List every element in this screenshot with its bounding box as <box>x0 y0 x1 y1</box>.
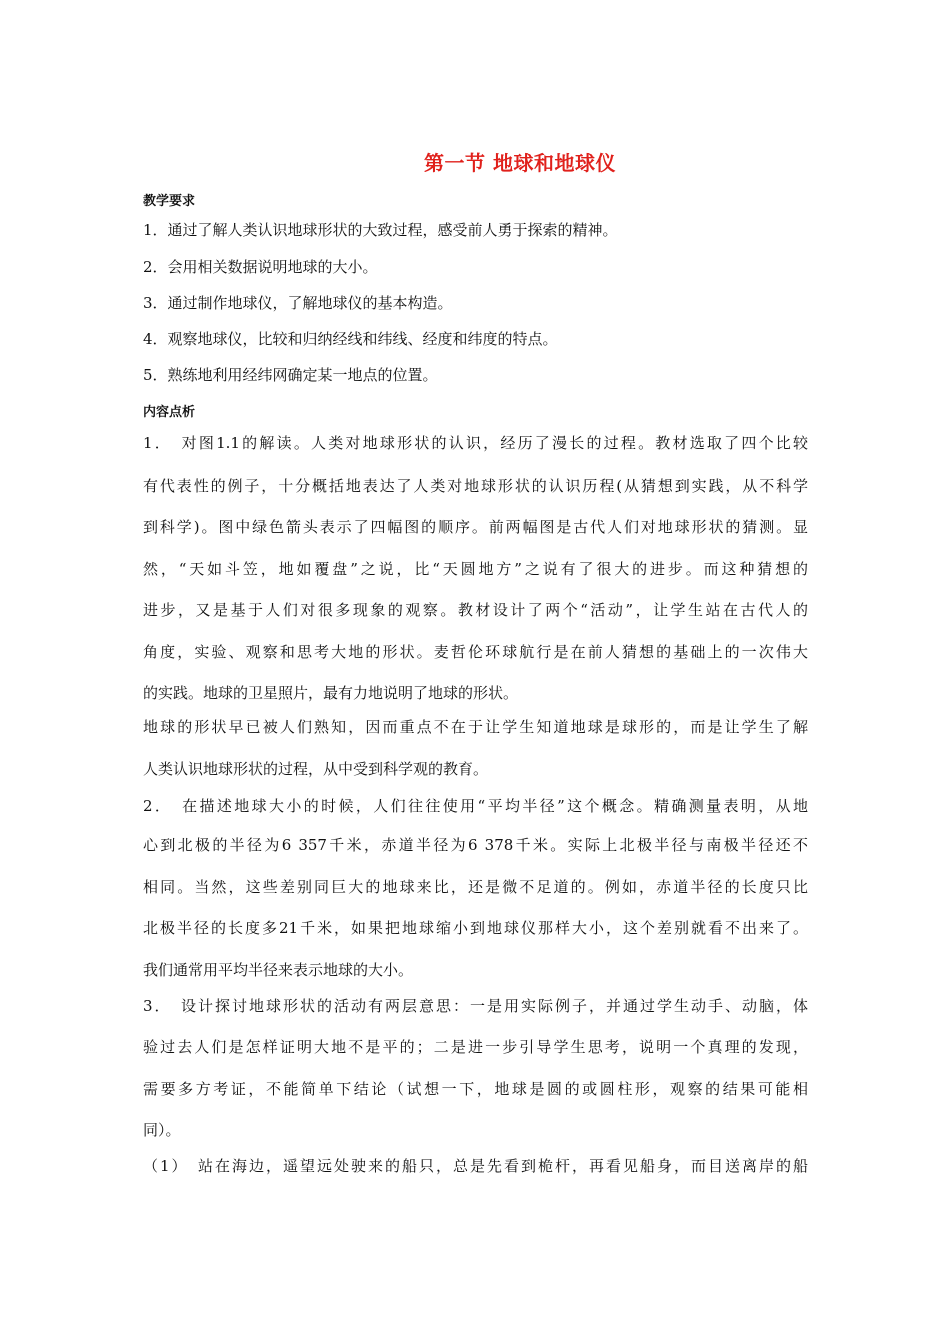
analysis-line: 验过去人们是怎样证明大地不是平的；二是进一步引导学生思考，说明一个真理的发现， <box>143 1038 808 1056</box>
analysis-line: （1） 站在海边，遥望远处驶来的船只，总是先看到桅杆，再看见船身，而目送离岸的船 <box>143 1157 808 1175</box>
requirement-item: 3．通过制作地球仪，了解地球仪的基本构造。 <box>143 294 453 312</box>
section-heading-analysis: 内容点析 <box>143 405 196 420</box>
requirement-item: 2．会用相关数据说明地球的大小。 <box>143 258 378 276</box>
analysis-line: 人类认识地球形状的过程，从中受到科学观的教育。 <box>143 760 489 778</box>
requirement-item: 5．熟练地利用经纬网确定某一地点的位置。 <box>143 366 438 384</box>
analysis-line: 进步，又是基于人们对很多现象的观察。教材设计了两个“活动”，让学生站在古代人的 <box>143 601 808 619</box>
analysis-line: 心到北极的半径为6 357千米，赤道半径为6 378千米。实际上北极半径与南极半径还不 <box>143 836 808 854</box>
analysis-line: 北极半径的长度多21千米，如果把地球缩小到地球仪那样大小，这个差别就看不出来了。 <box>143 919 808 937</box>
analysis-line: 有代表性的例子，十分概括地表达了人类对地球形状的认识历程(从猜想到实践，从不科学 <box>143 477 808 495</box>
analysis-line: 3． 设计探讨地球形状的活动有两层意思：一是用实际例子，并通过学生动手、动脑，体 <box>143 997 808 1015</box>
analysis-line: 2． 在描述地球大小的时候，人们往往使用“平均半径”这个概念。精确测量表明，从地 <box>143 797 808 815</box>
analysis-line: 然，“天如斗笠，地如覆盘”之说，比“天圆地方”之说有了很大的进步。而这种猜想的 <box>143 560 808 578</box>
analysis-line: 到科学)。图中绿色箭头表示了四幅图的顺序。前两幅图是古代人们对地球形状的猜测。显 <box>143 518 808 536</box>
analysis-line: 相同。当然，这些差别同巨大的地球来比，还是微不足道的。例如，赤道半径的长度只比 <box>143 878 808 896</box>
page-title: 第一节 地球和地球仪 <box>424 151 616 175</box>
analysis-line: 的实践。地球的卫星照片，最有力地说明了地球的形状。 <box>143 684 519 702</box>
requirement-item: 4．观察地球仪，比较和归纳经线和纬线、经度和纬度的特点。 <box>143 330 558 348</box>
analysis-line: 同）。 <box>143 1121 181 1139</box>
analysis-line: 我们通常用平均半径来表示地球的大小。 <box>143 961 414 979</box>
analysis-line: 需要多方考证，不能简单下结论（试想一下，地球是圆的或圆柱形，观察的结果可能相 <box>143 1080 808 1098</box>
section-heading-requirements: 教学要求 <box>143 194 196 209</box>
analysis-line: 地球的形状早已被人们熟知，因而重点不在于让学生知道地球是球形的，而是让学生了解 <box>143 718 808 736</box>
analysis-line: 角度，实验、观察和思考大地的形状。麦哲伦环球航行是在前人猜想的基础上的一次伟大 <box>143 643 808 661</box>
analysis-line: 1． 对图1.1的解读。人类对地球形状的认识，经历了漫长的过程。教材选取了四个比较 <box>143 434 808 452</box>
requirement-item: 1．通过了解人类认识地球形状的大致过程，感受前人勇于探索的精神。 <box>143 221 618 239</box>
